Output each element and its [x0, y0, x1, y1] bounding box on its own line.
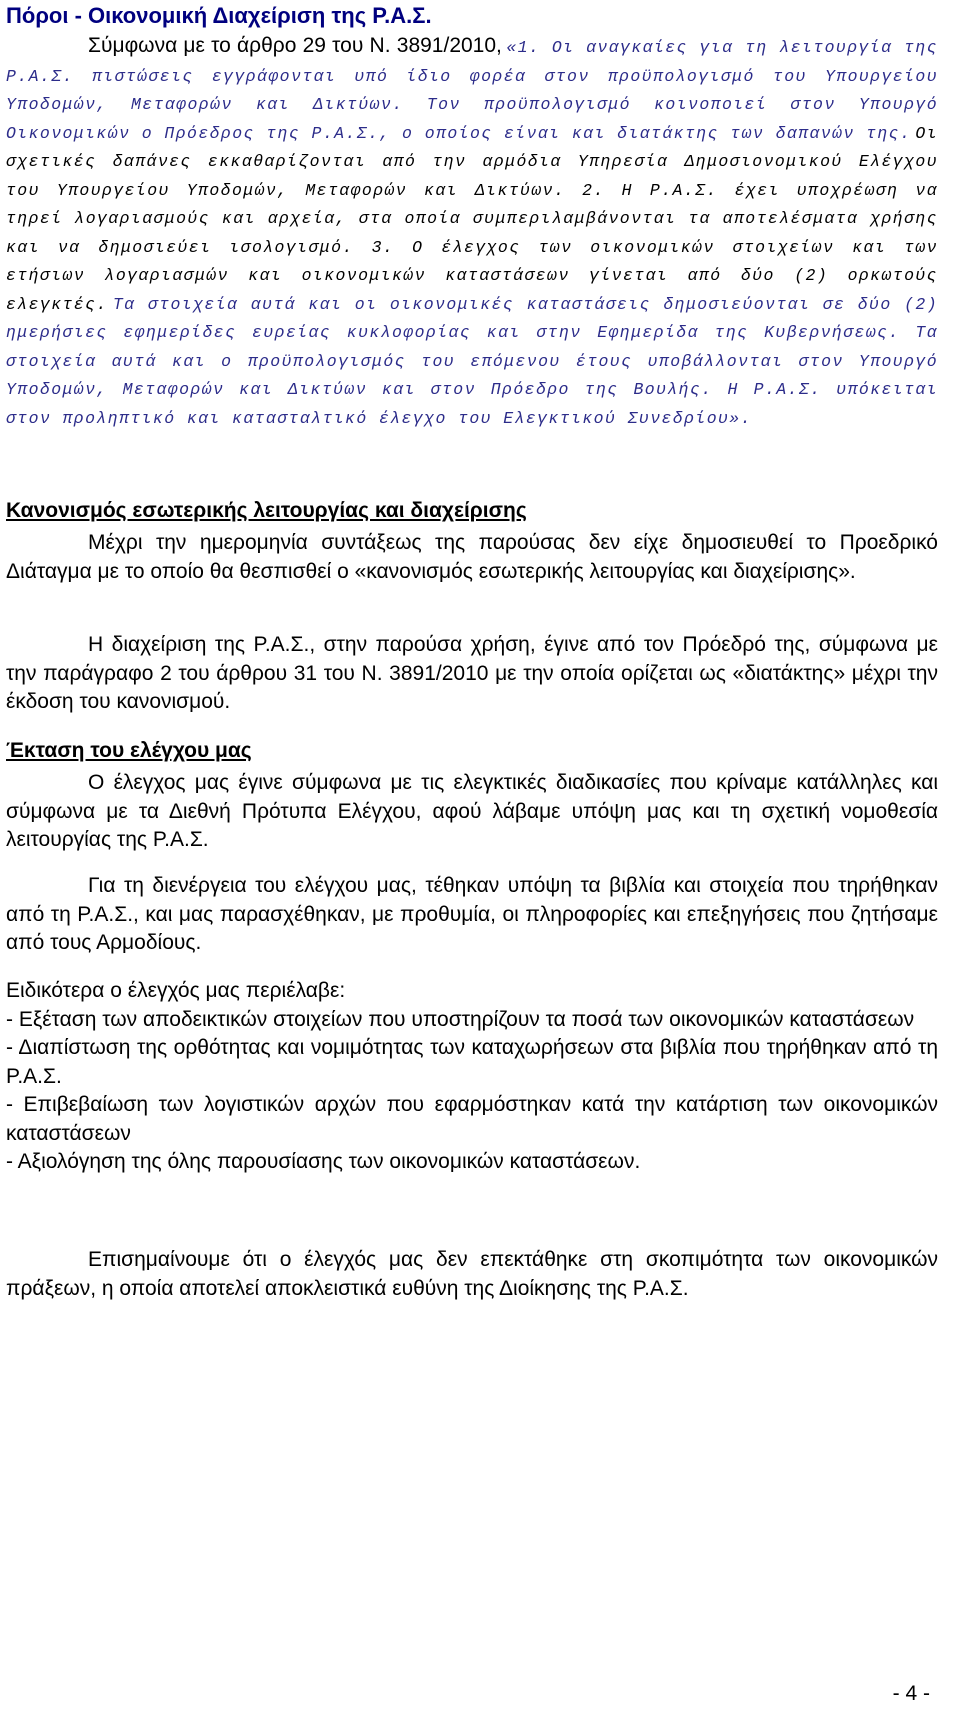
page-number: - 4 - — [892, 1682, 930, 1705]
law-quote-part-2: Οι σχετικές δαπάνες εκκαθαρίζονται από την αρμόδια Υπηρεσία Δημοσιονομικού Ελέγχου του Υπουργείου Υποδομών, Μεταφορών και Δικτύων. 2. Η Ρ.Α.Σ. έχει υποχρέωση να τηρεί λογαριασμούς και αρχεία, στα οποία συμπεριλαμβάνονται τα αποτελέσματα χρήσης και να δημοσιεύει ισολογισμό. 3. Ο έλεγχος των οικονομικών στοιχείων και των ετήσιων λογαριασμών και οικονομικών καταστάσεων γίνεται από δύο (2) ορκωτούς ελεγκτές. — [6, 123, 939, 314]
scope-list — [6, 977, 938, 1177]
list-item: - Επιβεβαίωση των λογιστικών αρχών που εφαρμόστηκαν κατά την κατάρτιση των οικονομικών καταστάσεων — [6, 1093, 938, 1145]
section-heading-regulation: Κανονισμός εσωτερικής λειτουργίας και διαχείρισης — [6, 499, 527, 522]
law-quote-block — [6, 32, 938, 433]
scope-paragraph-1: Ο έλεγχος μας έγινε σύμφωνα με τις ελεγκτικές διαδικασίες που κρίναμε κατάλληλες και σύμφωνα με τα Διεθνή Πρότυπα Ελέγχου, αφού λάβαμε υπόψη μας και τη σχετική νομοθεσία λειτουργίας της Ρ.Α.Σ. — [6, 771, 938, 851]
regulation-paragraph-2: Η διαχείριση της Ρ.Α.Σ., στην παρούσα χρήση, έγινε από τον Πρόεδρό της, σύμφωνα με την παράγραφο 2 του άρθρου 31 του Ν. 3891/2010 με την οποία ορίζεται ως «διατάκτης» μέχρι την έκδοση του κανονισμού. — [6, 633, 938, 713]
page-title: Πόροι - Οικονομική Διαχείριση της Ρ.Α.Σ. — [6, 3, 432, 28]
law-quote-part-3: Τα στοιχεία αυτά και οι οικονομικές καταστάσεις δημοσιεύονται σε δύο (2) ημερήσιες εφημερίδες ευρείας κυκλοφορίας και στην Εφημερίδα της Κυβερνήσεως. Τα στοιχεία αυτά και ο προϋπολογισμός του επόμενου έτους υποβάλλονται στον Υπουργό Υποδομών, Μεταφορών και Δικτύων και στον Πρόεδρο της Βουλής. Η Ρ.Α.Σ. υπόκειται στον προληπτικό και κατασταλτικό έλεγχο του Ελεγκτικού Συνεδρίου». — [6, 294, 939, 428]
list-item: - Διαπίστωση της ορθότητας και νομιμότητας των καταχωρήσεων στα βιβλία που τηρήθηκαν από τη Ρ.Α.Σ. — [6, 1036, 938, 1088]
regulation-paragraph-1: Μέχρι την ημερομηνία συντάξεως της παρούσας δεν είχε δημοσιευθεί το Προεδρικό Διάταγμα με το οποίο θα θεσπισθεί ο «κανονισμός εσωτερικής λειτουργίας και διαχείρισης». — [6, 531, 938, 583]
list-item: - Αξιολόγηση της όλης παρουσίασης των οικονομικών καταστάσεων. — [6, 1150, 641, 1173]
scope-paragraph-3: Επισημαίνουμε ότι ο έλεγχός μας δεν επεκτάθηκε στη σκοπιμότητα των οικονομικών πράξεων, η οποία αποτελεί αποκλειστικά ευθύνη της Διοίκησης της Ρ.Α.Σ. — [6, 1248, 938, 1300]
section-heading-scope: Έκταση του ελέγχου μας — [6, 739, 252, 762]
law-intro: Σύμφωνα με το άρθρο 29 του Ν. 3891/2010, — [88, 34, 502, 57]
law-quote-part-1: «1. Οι αναγκαίες για τη λειτουργία της Ρ.Α.Σ. πιστώσεις εγγράφονται υπό ίδιο φορέα στον προϋπολογισμό του Υπουργείου Υποδομών, Μεταφορών και Δικτύων. Τον προϋπολογισμό κοινοποιεί στον Υπουργό Οικονομικών ο Πρόεδρος της Ρ.Α.Σ., ο οποίος είναι και διατάκτης των δαπανών της. — [6, 38, 939, 143]
scope-paragraph-2: Για τη διενέργεια του ελέγχου μας, τέθηκαν υπόψη τα βιβλία και στοιχεία που τηρήθηκαν από τη Ρ.Α.Σ., και μας παρασχέθηκαν, με προθυμία, οι πληροφορίες και επεξηγήσεις που ζητήσαμε από τους Αρμοδίους. — [6, 874, 938, 954]
list-item: - Εξέταση των αποδεικτικών στοιχείων που υποστηρίζουν τα ποσά των οικονομικών καταστάσεων — [6, 1007, 915, 1031]
scope-list-intro: Ειδικότερα ο έλεγχός μας περιέλαβε: — [6, 979, 346, 1002]
